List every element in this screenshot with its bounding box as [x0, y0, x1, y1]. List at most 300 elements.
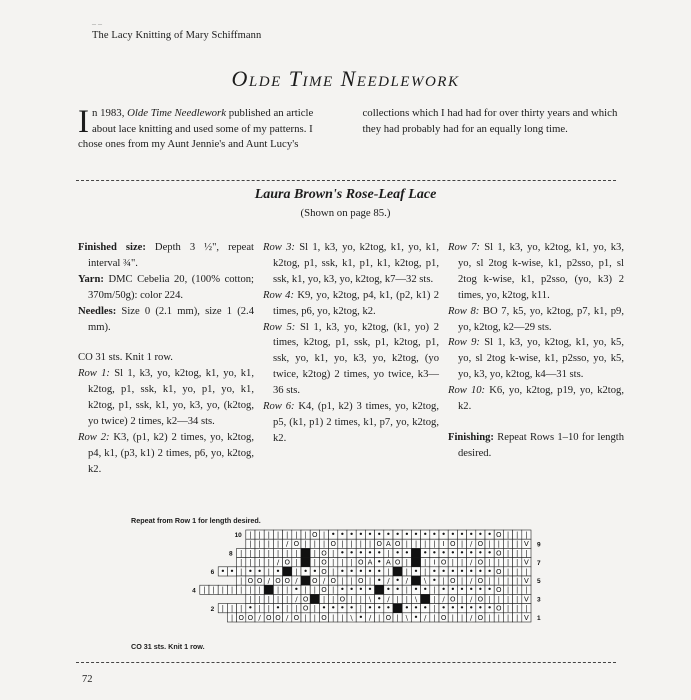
row-6-instruction: Row 6: K4, (p1, k2) 3 times, yo, k2tog, p5, (k1, p1) 2 times, k1, p7, yo, k2tog, k2. [263, 401, 439, 444]
chart-symbol: • [340, 585, 345, 595]
chart-no-stitch [310, 594, 319, 603]
chart-symbol: • [367, 530, 373, 539]
chart-symbol: | [424, 540, 427, 549]
chart-symbol: | [322, 595, 326, 604]
chart-symbol: | [332, 613, 335, 622]
chart-symbol: | [258, 558, 261, 567]
chart-row-number: 1 [537, 615, 541, 622]
row-4-instruction: Row 4: K9, yo, k2tog, p4, k1, (p2, k1) 2 times, p6, yo, k2tog, k2. [263, 289, 439, 317]
chart-symbol: | [240, 586, 243, 595]
chart-symbol: • [395, 576, 400, 585]
chart-symbol: O [284, 558, 290, 567]
chart-symbol: | [516, 595, 519, 604]
chart-symbol: O [450, 577, 456, 585]
chart-symbol: O [477, 540, 484, 549]
chart-symbol: • [312, 566, 318, 576]
chart-no-stitch [375, 585, 384, 594]
chart-symbol: O [293, 540, 300, 549]
chart-symbol: • [386, 585, 391, 595]
chart-symbol: | [405, 558, 408, 567]
chart-symbol: | [267, 567, 270, 576]
chart-symbol: • [294, 585, 299, 595]
chart-symbol: O [477, 595, 484, 604]
chart-symbol: • [376, 530, 382, 539]
chart-symbol: • [376, 566, 382, 576]
chart-symbol: / [424, 613, 427, 622]
chart-no-stitch [393, 567, 402, 576]
chart-symbol: • [349, 603, 354, 613]
chart-symbol: | [258, 531, 261, 539]
chart-symbol: O [440, 558, 447, 567]
chart-symbol: • [468, 548, 474, 558]
chart-symbol: | [350, 558, 353, 567]
chart-symbol: O [247, 577, 254, 585]
chart-no-stitch [264, 585, 273, 594]
chart-symbol: • [413, 612, 419, 622]
chart-symbol: O [358, 558, 364, 567]
chart-symbol: • [376, 548, 382, 558]
chart-no-stitch [421, 594, 430, 603]
chart-symbol: • [450, 548, 456, 558]
chart-symbol: | [341, 558, 344, 567]
chart-symbol: O [302, 595, 309, 604]
chart-symbol: | [332, 558, 335, 567]
chart-symbol: / [442, 595, 445, 604]
chart-symbol: O [312, 531, 318, 539]
chart-symbol: | [249, 586, 252, 595]
chart-symbol: O [440, 613, 447, 622]
chart-symbol: / [295, 595, 298, 604]
chart-symbol: A [367, 558, 373, 567]
chart-symbol: | [497, 540, 500, 549]
chart-symbol: O [330, 540, 336, 549]
chart-no-stitch [411, 576, 420, 585]
row-8-instruction: Row 8: BO 7, k5, yo, k2tog, p7, k1, p9, yo, k2tog, k2—29 sts. [448, 305, 624, 333]
chart-symbol: | [525, 567, 528, 576]
chart-symbol: • [459, 548, 465, 558]
chart-symbol: / [276, 558, 280, 567]
chart-symbol: • [487, 548, 492, 558]
chart-symbol: / [470, 595, 473, 604]
chart-symbol: • [468, 585, 474, 595]
chart-symbol: | [433, 595, 436, 604]
chart-symbol: • [468, 530, 474, 539]
chart-symbol: • [450, 530, 456, 539]
chart-symbol: • [358, 612, 364, 622]
chart-row-number: 9 [537, 541, 541, 549]
chart-symbol: | [516, 604, 519, 613]
chart-symbol: | [267, 531, 270, 539]
row-1-instruction: Row 1: Sl 1, k3, yo, k2tog, k1, yo, k1, k2tog, p1, ssk, k1, yo, p1, yo, k1, k2tog, p1, ssk, k1, yo, k3, yo, (k2tog, yo twice) 2 times, k2—34 sts. [78, 368, 254, 428]
chart-symbol: \ [350, 613, 353, 622]
chart-symbol: | [249, 558, 252, 567]
chart-symbol: • [450, 566, 456, 576]
chart-symbol: | [322, 540, 326, 549]
chart-symbol: • [441, 585, 446, 595]
chart-symbol: / [295, 577, 298, 585]
chart-no-stitch [283, 567, 292, 576]
chart-symbol: | [506, 613, 510, 622]
chart-symbol: • [413, 530, 419, 539]
chart-symbol: | [460, 577, 464, 585]
chart-symbol: A [386, 558, 391, 567]
chart-symbol: O [275, 613, 281, 622]
chart-symbol: • [441, 530, 446, 539]
chart-symbol: / [387, 595, 390, 604]
chart-symbol: V [524, 577, 529, 585]
chart-symbol: | [295, 604, 298, 613]
chart-symbol: | [332, 567, 335, 576]
chart-symbol: O [321, 558, 327, 567]
page-number: 72 [82, 674, 93, 685]
chart-symbol: | [258, 540, 261, 549]
chart-symbol: • [478, 603, 483, 613]
chart-symbol: | [240, 549, 243, 558]
chart-symbol: | [516, 567, 519, 576]
chart-symbol: • [422, 603, 428, 613]
chart-symbol: | [405, 567, 408, 576]
divider-bottom [76, 662, 616, 663]
chart-symbol: | [516, 586, 519, 595]
chart-symbol: | [497, 595, 500, 604]
chart-symbol: • [478, 530, 483, 539]
chart-symbol: • [330, 530, 336, 539]
chart-symbol: | [249, 531, 252, 539]
chart-symbol: O [321, 586, 327, 595]
chart-symbol: • [358, 585, 364, 595]
chart-symbol: | [258, 549, 261, 558]
chart-symbol: | [396, 595, 399, 604]
chart-symbol: | [506, 577, 510, 585]
chart-no-stitch [301, 548, 310, 557]
chart-symbol: / [368, 613, 372, 622]
chart-symbol: | [276, 595, 280, 604]
chart-symbol: • [367, 603, 373, 613]
chart-symbol: • [487, 585, 492, 595]
chart-symbol: | [332, 549, 335, 558]
chart-symbol: | [488, 595, 491, 604]
chart-symbol: | [267, 549, 270, 558]
chart-symbol: | [359, 540, 362, 549]
chart-symbol: / [470, 577, 473, 585]
chart-row-number: 6 [210, 569, 215, 576]
spec-yarn: Yarn: DMC Cebelia 20, (100% cotton; 370m/50g): color 224. [78, 273, 254, 301]
chart-symbol: • [275, 603, 281, 613]
chart-symbol: | [387, 549, 390, 558]
chart-no-stitch [393, 604, 402, 613]
row-9-instruction: Row 9: Sl 1, k3, yo, k2tog, k1, yo, k5, yo, sl 2tog k-wise, k1, p2sso, yo, k5, yo, k3, yo, k2tog, k4—31 sts. [448, 337, 624, 381]
chart-symbol: • [459, 530, 465, 539]
chart-symbol: / [470, 613, 473, 622]
intro-lead: n 1983, [92, 107, 128, 119]
chart-symbol: • [340, 548, 345, 558]
chart-symbol: | [488, 577, 491, 585]
chart-symbol: | [506, 558, 510, 567]
chart-symbol: • [441, 603, 446, 613]
chart-symbol: | [304, 531, 307, 539]
chart-symbol: | [506, 595, 510, 604]
chart-symbol: | [433, 604, 436, 613]
chart-symbol: • [376, 594, 382, 604]
chart-symbol: O [496, 586, 502, 595]
row-7-instruction: Row 7: Sl 1, k3, yo, k2tog, k1, yo, k3, yo, sl 2tog k-wise, k1, p2sso, p1, sl 2tog k-wise, k1, p2sso, (yo, k3) 2 times, yo, k2tog, k11. [448, 242, 624, 301]
chart-symbol: • [386, 603, 391, 613]
chart-symbol: O [477, 577, 484, 585]
chart-symbol: | [295, 549, 298, 558]
chart-symbol: O [450, 595, 456, 604]
chart-symbol: • [248, 603, 253, 613]
chart-symbol: O [275, 577, 281, 585]
chart-symbol: | [396, 613, 399, 622]
chart-symbol: V [524, 540, 529, 549]
chart-symbol: | [387, 567, 390, 576]
chart-symbol: • [404, 530, 410, 539]
chart-symbol: | [525, 549, 528, 558]
chart-symbol: O [321, 613, 327, 622]
chart-symbol: • [257, 566, 262, 576]
chart-symbol: • [358, 548, 364, 558]
chart-symbol: O [496, 604, 502, 613]
chart-symbol: V [524, 613, 529, 622]
chart-symbol: | [525, 586, 528, 595]
chart-row-number: 8 [228, 550, 233, 558]
chart-symbol: | [341, 577, 344, 585]
chart-symbol: | [516, 540, 519, 549]
spec-needles: Needles: Size 0 (2.1 mm), size 1 (2.4 mm). [78, 305, 254, 333]
chart-symbol: V [524, 595, 529, 604]
chart-symbol: | [286, 595, 289, 604]
row-5-instruction: Row 5: Sl 1, k3, yo, k2tog, (k1, yo) 2 times, k2tog, p1, ssk, p1, k2tog, p1, ssk, yo, k1, yo, k3, yo, k2tog, (yo twice, k2tog) 2 times, yo twice, k3—36 sts. [263, 321, 439, 397]
chart-symbol: I [442, 540, 445, 549]
chart-symbol: • [367, 548, 373, 558]
chart-symbol: | [267, 540, 270, 549]
chart-symbol: | [295, 558, 298, 567]
chart-symbol: | [341, 613, 344, 622]
chart-symbol: • [349, 566, 354, 576]
chart-symbol: | [322, 531, 326, 539]
chart-symbol: • [321, 603, 327, 613]
chart-symbol: | [258, 604, 261, 613]
chart-symbol: | [341, 540, 344, 549]
chart-symbol: • [395, 548, 400, 558]
chart-symbol: | [350, 595, 353, 604]
chart-symbol: / [405, 577, 408, 585]
finishing-instruction: Finishing: Repeat Rows 1–10 for length desired. [448, 431, 624, 459]
chart-symbol: | [424, 558, 427, 567]
chart-symbol: | [460, 595, 464, 604]
chart-symbol: | [276, 540, 280, 549]
chart-row-number: 4 [192, 587, 196, 595]
chart-symbol: | [332, 586, 335, 595]
chart-symbol: | [267, 604, 270, 613]
chart-symbol: O [256, 577, 263, 585]
chart-symbol: | [488, 540, 491, 549]
drop-cap: I [78, 104, 89, 140]
chart-symbol: • [358, 530, 364, 539]
chart-symbol: • [478, 566, 483, 576]
chart-symbol: | [405, 540, 408, 549]
chart-symbol: | [258, 595, 261, 604]
chart-symbol: O [394, 558, 401, 567]
chart-symbol: • [468, 603, 474, 613]
chart-symbol: O [496, 549, 502, 558]
chart-symbol: / [267, 577, 270, 585]
chart-symbol: \ [368, 595, 372, 604]
chart-symbol: | [240, 577, 243, 585]
chart-symbol: / [258, 613, 261, 622]
chart-symbol: O [247, 613, 254, 622]
chart-symbol: | [433, 586, 436, 595]
cast-on-instruction: CO 31 sts. Knit 1 row. [78, 352, 173, 364]
chart-symbol: | [451, 613, 454, 622]
chart-symbol: | [276, 531, 280, 539]
chart-symbol: | [276, 586, 280, 595]
chart-symbol: O [238, 613, 244, 622]
chart-symbol: | [221, 604, 224, 613]
chart-symbol: | [506, 604, 510, 613]
chart-symbol: • [404, 603, 410, 613]
chart-symbol: • [432, 548, 437, 558]
chart-symbol: / [286, 540, 289, 549]
chart-symbol: • [358, 566, 364, 576]
chart-symbol: • [422, 530, 428, 539]
chart-symbol: | [516, 549, 519, 558]
chart-symbol: | [313, 604, 316, 613]
chart-symbol: • [404, 548, 410, 558]
chart-symbol: • [441, 566, 446, 576]
chart-symbol: • [349, 585, 354, 595]
chart-symbol: | [516, 613, 519, 622]
chart-symbol: | [451, 558, 454, 567]
chart-symbol: • [395, 585, 400, 595]
chart-symbol: | [460, 540, 464, 549]
chart-symbol: • [229, 566, 235, 576]
chart-no-stitch [411, 558, 420, 567]
chart-symbol: • [367, 585, 373, 595]
row-10-instruction: Row 10: K6, yo, k2tog, p19, yo, k2tog, k2. [448, 385, 624, 413]
chart-symbol: • [459, 603, 465, 613]
chart-symbol: O [321, 549, 327, 558]
chart-symbol: | [240, 604, 243, 613]
chart-symbol: • [220, 566, 226, 576]
chart-symbol: V [524, 558, 529, 567]
chart-symbol: • [487, 603, 492, 613]
chart-symbol: | [286, 586, 289, 595]
chart-symbol: | [258, 586, 261, 595]
chart-symbol: • [367, 566, 373, 576]
chart-symbol: • [376, 576, 382, 585]
chart-symbol: | [230, 586, 234, 595]
chart-symbol: / [286, 613, 289, 622]
chart-symbol: | [313, 540, 316, 549]
chart-symbol: • [422, 548, 428, 558]
chart-symbol: \ [424, 577, 427, 585]
intro-body: published an article about lace knitting and used some of my patterns. I chose ones from my Aunt Jennie's and Aunt Lucy's collections which I had had for over thirty years and which they had probably had for an equally long time. [78, 107, 618, 150]
chart-symbol: O [330, 577, 336, 585]
running-head: The Lacy Knitting of Mary Schiffmann [92, 30, 262, 41]
chart-symbol: | [313, 549, 316, 558]
chart-symbol: | [424, 567, 427, 576]
chart-symbol: | [276, 549, 280, 558]
chart-symbol: O [477, 558, 484, 567]
chart-symbol: | [516, 577, 519, 585]
chart-symbol: / [387, 577, 390, 585]
chart-symbol: | [378, 613, 381, 622]
chart-symbol: • [413, 566, 419, 576]
chart-footer: CO 31 sts. Knit 1 row. [131, 642, 205, 651]
chart-symbol: • [413, 603, 419, 613]
chart-symbol: • [468, 566, 474, 576]
chart-symbol: | [516, 531, 519, 539]
chart-symbol: • [487, 566, 492, 576]
chart-symbol: | [230, 613, 234, 622]
chart-symbol: O [302, 604, 309, 613]
chart-row-number: 5 [537, 578, 541, 586]
chart-symbol: O [312, 577, 318, 585]
chart-symbol: O [266, 613, 272, 622]
chart-symbol: O [321, 567, 327, 576]
chart-symbol: O [496, 531, 502, 539]
chart-symbol: | [249, 549, 252, 558]
header-mark: – – [92, 19, 102, 28]
chart-symbol: | [506, 567, 510, 576]
chart-symbol: | [433, 613, 436, 622]
chart-symbol: | [230, 604, 234, 613]
chart-symbol: • [395, 530, 400, 539]
chart-caption: Repeat from Row 1 for length desired. [131, 516, 261, 525]
chart-symbol: • [459, 585, 465, 595]
chart-symbol: | [525, 531, 528, 539]
chart-symbol: | [359, 604, 362, 613]
pattern-subtitle: (Shown on page 85.) [300, 207, 391, 219]
chart-symbol: O [358, 577, 364, 585]
chart-symbol: | [221, 586, 224, 595]
chart-symbol: • [376, 557, 382, 567]
chart-symbol: | [267, 558, 270, 567]
chart-symbol: | [313, 586, 316, 595]
chart-symbol: | [295, 567, 298, 576]
chart-symbol: | [313, 558, 316, 567]
chart-symbol: | [286, 549, 289, 558]
chart-symbol: | [433, 540, 436, 549]
chart-row-number: 10 [234, 532, 242, 540]
chart-symbol: | [313, 613, 316, 622]
section-title: Olde Time Needlework [231, 66, 460, 91]
chart-symbol: | [304, 613, 307, 622]
chart-symbol: • [487, 530, 492, 539]
chart-symbol: • [441, 548, 446, 558]
chart-symbol: O [284, 577, 290, 585]
chart-symbol: • [450, 603, 456, 613]
chart-symbol: / [470, 558, 473, 567]
chart-symbol: | [488, 613, 491, 622]
chart-symbol: | [414, 540, 418, 549]
chart-symbol: • [340, 566, 345, 576]
chart-symbol: | [460, 613, 464, 622]
chart-symbol: • [413, 585, 419, 595]
chart-symbol: | [350, 540, 353, 549]
chart-symbol: \ [414, 595, 418, 604]
row-2-instruction: Row 2: K3, (p1, k2) 2 times, yo, k2tog, p4, k1, (p3, k1) 2 times, p6, yo, k2tog, k2. [78, 431, 254, 475]
chart-symbol: • [248, 566, 253, 576]
chart-row-number: 2 [210, 605, 215, 613]
row-3-instruction: Row 3: Sl 1, k3, yo, k2tog, k1, yo, k1, k2tog, p1, ssk, k1, p1, k1, k2tog, p1, ssk, k1, yo, k3, yo, k2tog, k7—32 sts. [263, 242, 439, 285]
chart-symbol: • [340, 603, 345, 613]
chart-symbol: • [432, 566, 437, 576]
chart-symbol: | [267, 595, 270, 604]
chart-symbol: • [386, 530, 391, 539]
chart-symbol: | [488, 558, 491, 567]
